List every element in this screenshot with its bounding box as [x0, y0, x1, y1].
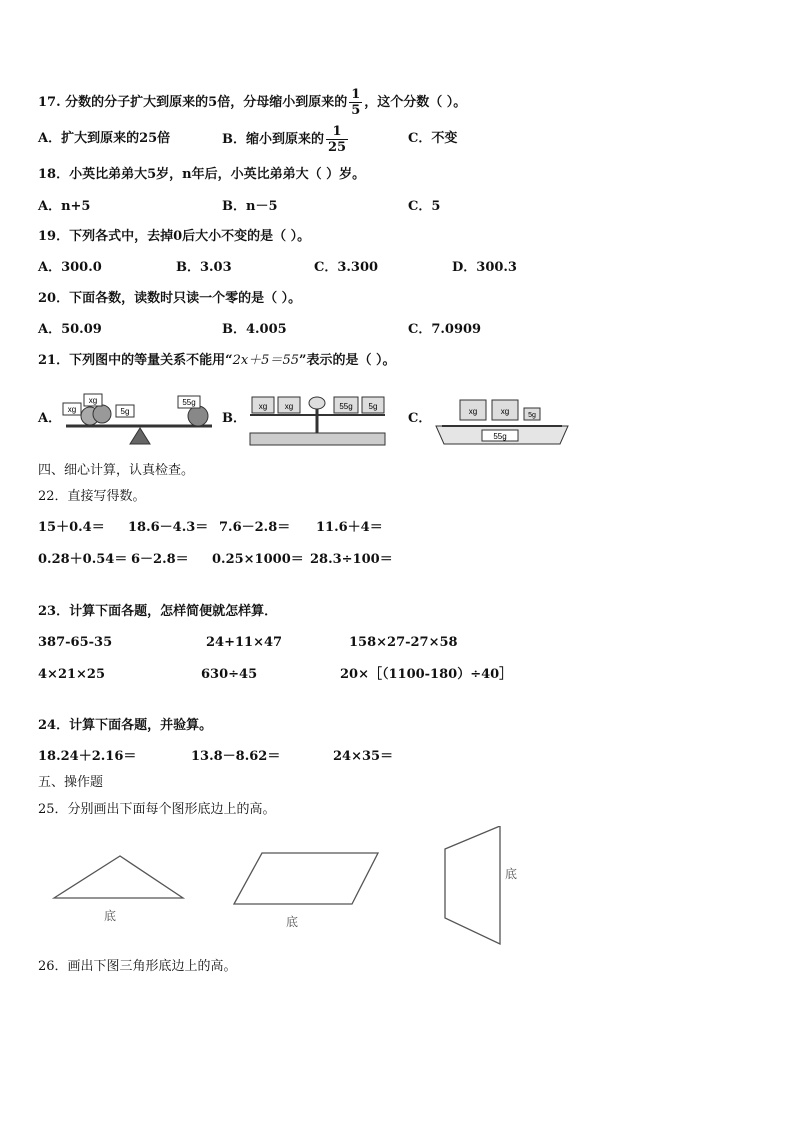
g55-label-c: 55g [493, 432, 507, 441]
q17-option-c: C．不变 [408, 131, 458, 146]
q21-option-a-label: A． [38, 411, 62, 426]
q19-option-c: C．3.300 [314, 260, 379, 275]
q18-option-c: C．5 [408, 199, 441, 214]
q21-option-b-label: B． [222, 411, 246, 426]
q19-option-d: D．300.3 [452, 260, 517, 275]
q24-item: 24×35＝ [333, 749, 394, 764]
q21-equation: 2x＋5＝55 [232, 353, 299, 368]
q23-item: 158×27-27×58 [349, 635, 458, 650]
q24-stem: 24．计算下面各题，并验算。 [38, 718, 213, 733]
seesaw-fulcrum [130, 428, 150, 444]
q22-item: 6－2.8＝ [131, 552, 189, 567]
g5-label-b: 5g [368, 402, 378, 411]
q25-triangle [54, 856, 183, 898]
section-4-heading: 四、细心计算，认真检查。 [38, 463, 195, 478]
xg-label-1: xg [67, 405, 77, 414]
g55-label: 55g [182, 398, 196, 407]
xg-label-c1: xg [468, 407, 478, 416]
q24-item: 18.24＋2.16＝ [38, 749, 137, 764]
q22-item: 0.28＋0.54＝ [38, 552, 128, 567]
g55-label-b: 55g [339, 402, 353, 411]
left-bag-2 [93, 405, 111, 423]
q23-item: 630÷45 [201, 667, 258, 682]
balance-base [250, 433, 385, 445]
q22-item: 28.3÷100＝ [310, 552, 393, 567]
q21-figure-b-balance [240, 385, 395, 450]
q17-option-a: A．扩大到原来的25倍 [38, 131, 171, 146]
xg-label-c2: xg [500, 407, 510, 416]
section-5-heading: 五、操作题 [38, 775, 104, 790]
q25-figures [40, 826, 540, 951]
q21-stem: 21．下列图中的等量关系不能用“2x＋5＝55”表示的是（ ）。 [38, 353, 396, 368]
q19-option-b: B．3.03 [176, 260, 232, 275]
g5-label: 5g [120, 407, 130, 416]
xg-label-2: xg [88, 396, 98, 405]
q18-option-a: A．n+5 [38, 199, 91, 214]
q24-item: 13.8－8.62＝ [191, 749, 281, 764]
q17-fraction: $\frac{1}{5}$ [351, 87, 361, 118]
q17-stem [38, 87, 466, 118]
q22-item: 18.6－4.3＝ [128, 520, 209, 535]
q26-stem: 26．画出下图三角形底边上的高。 [38, 959, 237, 974]
q20-option-c: C．7.0909 [408, 322, 482, 337]
q17-option-b: B．缩小到原来的 $\frac{1}{25}$ [222, 124, 347, 155]
q25-parallelogram [234, 853, 378, 904]
q22-item: 11.6＋4＝ [316, 520, 383, 535]
q25-trapezoid [445, 826, 500, 944]
balance-pivot [309, 397, 325, 409]
q23-item: 20×［（1100-180）÷40］ [340, 667, 513, 682]
q25-triangle-base-label: 底 [103, 909, 117, 923]
q20-stem: 20．下面各数，读数时只读一个零的是（ ）。 [38, 291, 302, 306]
q22-item: 0.25×1000＝ [212, 552, 304, 567]
q21-figure-a-seesaw [60, 388, 220, 446]
q19-option-a: A．300.0 [38, 260, 102, 275]
q23-item: 387-65-35 [38, 635, 113, 650]
q23-item: 4×21×25 [38, 667, 106, 682]
right-bag [188, 406, 208, 426]
q21-option-c-label: C． [408, 411, 432, 426]
q18-option-b: B．n－5 [222, 199, 278, 214]
q25-stem: 25．分别画出下面每个图形底边上的高。 [38, 802, 276, 817]
q18-stem: 18．小英比弟弟大5岁，n年后，小英比弟弟大（ ）岁。 [38, 167, 366, 182]
q20-option-b: B．4.005 [222, 322, 287, 337]
q20-option-a: A．50.09 [38, 322, 102, 337]
q17-stem-end: ，这个分数（ ）。 [364, 95, 467, 110]
q19-stem: 19．下列各式中，去掉0后大小不变的是（ ）。 [38, 229, 311, 244]
q22-item: 15＋0.4＝ [38, 520, 105, 535]
q22-item: 7.6－2.8＝ [219, 520, 291, 535]
q22-stem: 22．直接写得数。 [38, 489, 146, 504]
q23-item: 24+11×47 [206, 635, 283, 650]
g5-label-c: 5g [528, 412, 536, 419]
xg-label-b2: xg [284, 402, 294, 411]
q25-trapezoid-base-label: 底 [505, 867, 518, 881]
q17-option-b-fraction: $\frac{1}{25}$ [328, 124, 347, 155]
q25-parallelogram-base-label: 底 [285, 915, 299, 929]
q21-figure-c-scale [432, 386, 572, 450]
q23-stem: 23．计算下面各题，怎样简便就怎样算． [38, 604, 278, 619]
q17-stem-text: 17. 分数的分子扩大到原来的5倍，分母缩小到原来的 [38, 95, 348, 110]
xg-label-b1: xg [258, 402, 268, 411]
